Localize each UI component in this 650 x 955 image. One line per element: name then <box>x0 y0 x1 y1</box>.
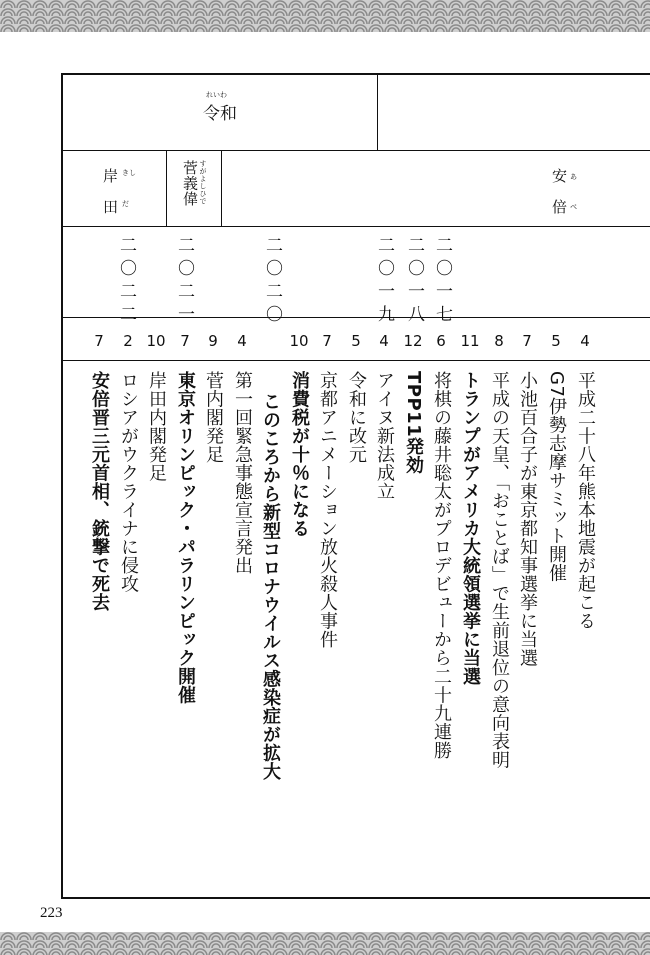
era-reading: れいわ <box>206 91 227 99</box>
month-cell: 9 <box>208 332 218 350</box>
event-item: 小池百合子が東京都知事選挙に当選 <box>517 371 538 667</box>
pm-kishida-surname-reading: きし <box>122 169 136 177</box>
event-item: 岸田内閣発足 <box>146 371 167 482</box>
year-row-divider <box>61 317 650 318</box>
month-cell: 7 <box>522 332 532 350</box>
event-item: 菅内閣発足 <box>203 371 224 464</box>
pm-abe-surname-reading: あ <box>570 173 577 181</box>
month-cell: 7 <box>180 332 190 350</box>
month-cell: 8 <box>494 332 504 350</box>
pm-abe-given: 倍 <box>552 198 568 216</box>
year-2019: 二〇一九 <box>374 236 394 328</box>
pm-divider-2 <box>221 150 222 226</box>
pm-suga-name: 菅義偉 <box>181 160 199 207</box>
pm-suga-reading: すがよしひで <box>199 160 207 205</box>
pm-row-divider <box>61 226 650 227</box>
month-cell: 6 <box>436 332 446 350</box>
event-item: アイヌ新法成立 <box>374 371 395 501</box>
month-cell: 4 <box>580 332 590 350</box>
event-item: このころから新型コロナウイルス感染症が拡大 <box>260 392 281 781</box>
month-cell: 10 <box>289 332 309 350</box>
page-number: 223 <box>40 905 63 921</box>
year-2021: 二〇二一 <box>174 236 194 328</box>
decorative-pattern-bottom <box>0 932 650 955</box>
event-item: TPP11発効 <box>403 371 424 475</box>
month-cell: 5 <box>551 332 561 350</box>
event-item: 将棋の藤井聡太がプロデビューから二十九連勝 <box>431 371 452 760</box>
month-cell: 2 <box>123 332 133 350</box>
event-item: G7伊勢志摩サミット開催 <box>546 371 567 583</box>
month-cell: 4 <box>379 332 389 350</box>
year-2017: 二〇一七 <box>432 236 452 328</box>
month-cell: 10 <box>146 332 166 350</box>
pm-kishida-given-reading: だ <box>122 200 129 208</box>
era-name: 令和 <box>203 104 237 124</box>
event-item: 第一回緊急事態宣言発出 <box>232 371 253 575</box>
event-item: 消費税が十％になる <box>289 371 310 538</box>
event-item: 平成の天皇、「おことば」で生前退位の意向表明 <box>489 371 510 769</box>
pm-divider-1 <box>166 150 167 226</box>
pm-abe-surname: 安 <box>552 167 568 185</box>
year-2020: 二〇二〇 <box>262 236 282 328</box>
era-row-divider <box>61 150 650 151</box>
event-item: 京都アニメーション放火殺人事件 <box>317 371 338 649</box>
event-item: 平成二十八年熊本地震が起こる <box>575 371 596 630</box>
month-cell: 7 <box>322 332 332 350</box>
pm-kishida-given: 田 <box>103 198 119 216</box>
pm-abe-given-reading: べ <box>570 203 577 211</box>
event-item: トランプがアメリカ大統領選挙に当選 <box>460 371 481 686</box>
month-cell: 7 <box>94 332 104 350</box>
month-cell: 12 <box>403 332 423 350</box>
month-cell: 4 <box>237 332 247 350</box>
year-2022: 二〇二二 <box>116 236 136 328</box>
era-divider <box>377 73 378 150</box>
event-item: 東京オリンピック・パラリンピック開催 <box>175 371 196 704</box>
decorative-pattern-top <box>0 0 650 32</box>
pm-kishida-surname: 岸 <box>103 167 119 185</box>
month-cell: 5 <box>351 332 361 350</box>
year-2018: 二〇一八 <box>404 236 424 328</box>
month-row-divider <box>61 360 650 361</box>
event-item: 令和に改元 <box>346 371 367 464</box>
month-cell: 11 <box>460 332 480 350</box>
event-item: ロシアがウクライナに侵攻 <box>118 371 139 593</box>
event-item: 安倍晋三元首相、銃撃で死去 <box>89 371 110 612</box>
